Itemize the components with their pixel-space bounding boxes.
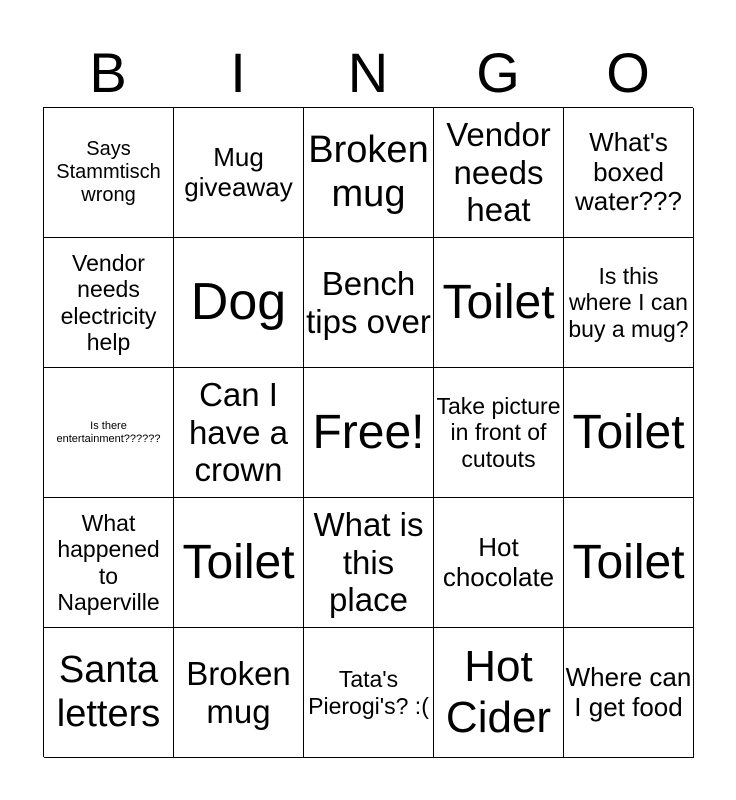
- bingo-cell-r2c4[interactable]: [434, 238, 564, 368]
- bingo-cell-r2c3[interactable]: [304, 238, 434, 368]
- bingo-cell-r3c3[interactable]: [304, 368, 434, 498]
- cell-text: Is there entertainment??????: [56, 419, 161, 445]
- bingo-cell-r1c4[interactable]: [434, 108, 564, 238]
- cell-text: Toilet: [442, 275, 555, 329]
- bingo-cell-r2c2[interactable]: [174, 238, 304, 368]
- bingo-cell-r4c3[interactable]: [304, 498, 434, 628]
- bingo-cell-r3c2[interactable]: [174, 368, 304, 498]
- header-letter-g: G: [476, 41, 520, 104]
- cell-text: Can I have a crown: [188, 375, 289, 489]
- bingo-cell-r2c5[interactable]: [564, 238, 694, 368]
- cell-text: Toilet: [182, 535, 295, 589]
- bingo-cell-r5c2[interactable]: [174, 628, 304, 758]
- bingo-cell-r4c5[interactable]: [564, 498, 694, 628]
- bingo-cell-r2c1[interactable]: [44, 238, 174, 368]
- bingo-cell-r1c1[interactable]: [44, 108, 174, 238]
- bingo-header: [43, 40, 693, 106]
- cell-text: Toilet: [572, 535, 685, 589]
- bingo-cell-r1c2[interactable]: [174, 108, 304, 238]
- cell-text: Santa letters: [56, 648, 161, 735]
- cell-text: Vendor needs heat: [446, 115, 551, 229]
- bingo-cell-r5c1[interactable]: [44, 628, 174, 758]
- cell-text: Mug giveaway: [184, 141, 293, 202]
- cell-text: Is this where I can buy a mug?: [568, 262, 689, 342]
- cell-text: Where can I get food: [565, 661, 692, 722]
- cell-text: Dog: [190, 272, 287, 331]
- cell-text: Broken mug: [186, 654, 291, 730]
- cell-text: What's boxed water???: [575, 126, 682, 217]
- cell-text: Broken mug: [308, 128, 429, 215]
- header-letter-o: O: [606, 41, 650, 104]
- bingo-cell-r5c4[interactable]: [434, 628, 564, 758]
- bingo-cell-r3c1[interactable]: [44, 368, 174, 498]
- cell-text: Tata's Pierogi's? :(: [308, 666, 429, 719]
- cell-text: Take picture in front of cutouts: [436, 392, 561, 472]
- cell-text: Vendor needs electricity help: [60, 249, 157, 355]
- bingo-board: [43, 107, 693, 757]
- bingo-cell-r4c1[interactable]: [44, 498, 174, 628]
- header-letter-n: N: [347, 41, 389, 104]
- cell-text: Hot chocolate: [442, 531, 555, 592]
- bingo-cell-r4c4[interactable]: [434, 498, 564, 628]
- header-letter-b: B: [89, 41, 127, 104]
- bingo-cell-r5c3[interactable]: [304, 628, 434, 758]
- cell-text: What is this place: [313, 505, 424, 619]
- cell-text: Toilet: [572, 405, 685, 459]
- bingo-cell-r1c3[interactable]: [304, 108, 434, 238]
- header-letter-i: I: [230, 41, 246, 104]
- bingo-cell-r3c5[interactable]: [564, 368, 694, 498]
- cell-text: Free!: [312, 405, 425, 459]
- bingo-cell-r5c5[interactable]: [564, 628, 694, 758]
- cell-text: Bench tips over: [306, 264, 431, 340]
- cell-text: Says Stammtisch wrong: [56, 138, 161, 206]
- bingo-cell-r3c4[interactable]: [434, 368, 564, 498]
- cell-text: What happened to Naperville: [57, 509, 160, 615]
- bingo-cell-r1c5[interactable]: [564, 108, 694, 238]
- cell-text: Hot Cider: [445, 641, 552, 742]
- bingo-cell-r4c2[interactable]: [174, 498, 304, 628]
